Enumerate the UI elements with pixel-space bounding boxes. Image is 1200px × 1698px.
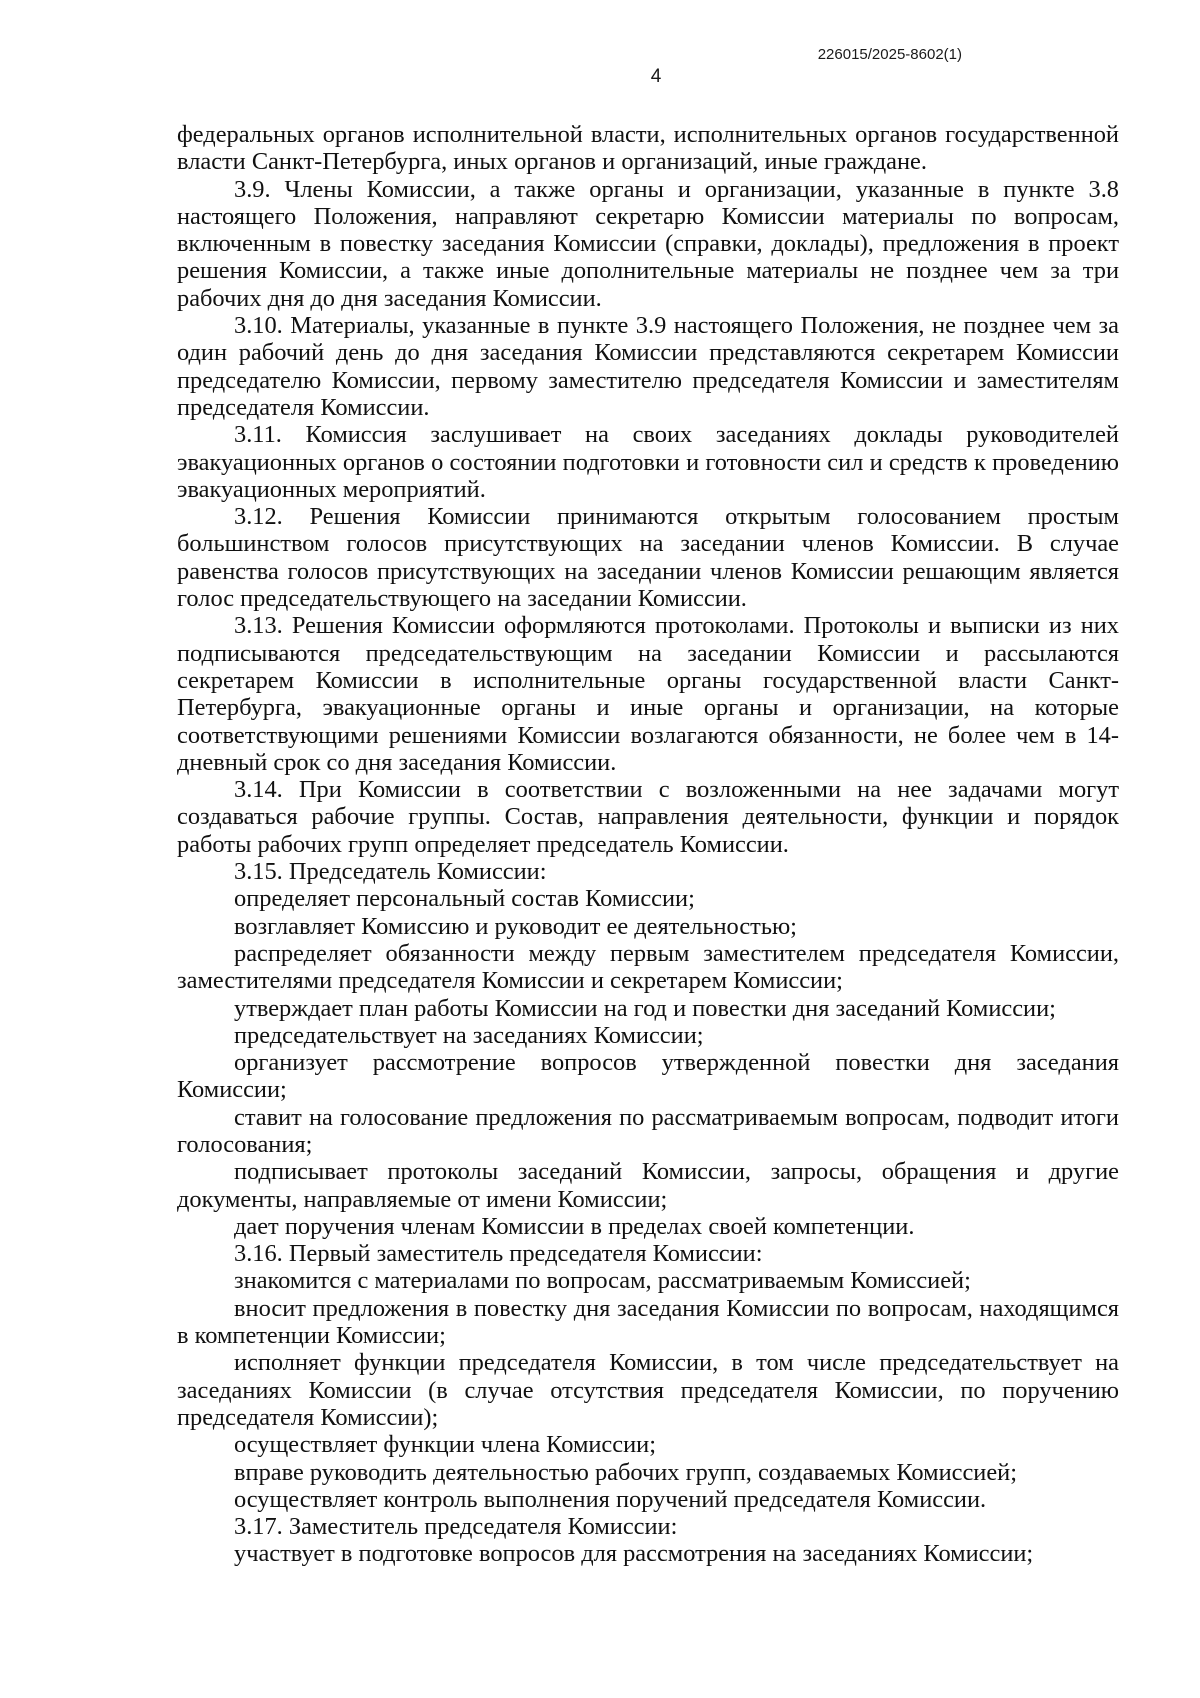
paragraph: знакомится с материалами по вопросам, рассматриваемым Комиссией; bbox=[234, 1267, 971, 1295]
paragraph: исполняет функции председателя Комиссии, в том числе председательствует на заседаниях Комиссии (в случае отсутствия председателя Комиссии, по поручению председателя Комиссии); bbox=[177, 1349, 1119, 1431]
paragraph: 3.13. Решения Комиссии оформляются протоколами. Протоколы и выписки из них подписываются председательствующим на заседании Комиссии и рассылаются секретарем Комиссии в исполнительные органы государственной власти Санкт-Петербурга, эвакуационные органы и иные органы и организации, на которые соответствующими решениями Комиссии возлагаются обязанности, не более чем в 14-дневный срок со дня заседания Комиссии. bbox=[177, 612, 1119, 776]
paragraph: вносит предложения в повестку дня заседания Комиссии по вопросам, находящимся в компетенции Комиссии; bbox=[177, 1294, 1119, 1350]
paragraph: дает поручения членам Комиссии в пределах своей компетенции. bbox=[234, 1212, 915, 1240]
paragraph: подписывает протоколы заседаний Комиссии, запросы, обращения и другие документы, направляемые от имени Комиссии; bbox=[177, 1158, 1119, 1213]
paragraph: осуществляет контроль выполнения поручений председателя Комиссии. bbox=[234, 1485, 987, 1513]
paragraph: распределяет обязанности между первым заместителем председателя Комиссии, заместителями председателя Комиссии и секретарем Комиссии; bbox=[177, 939, 1119, 995]
paragraph: ставит на голосование предложения по рассматриваемым вопросам, подводит итоги голосования; bbox=[177, 1103, 1119, 1158]
paragraph: 3.11. Комиссия заслушивает на своих заседаниях доклады руководителей эвакуационных органов о состоянии подготовки и готовности сил и средств к проведению эвакуационных мероприятий. bbox=[177, 421, 1119, 503]
paragraph: 3.17. Заместитель председателя Комиссии: bbox=[234, 1513, 678, 1541]
paragraph: 3.15. Председатель Комиссии: bbox=[234, 858, 547, 886]
paragraph: 3.16. Первый заместитель председателя Комиссии: bbox=[234, 1240, 763, 1268]
page-number: 4 bbox=[650, 66, 662, 87]
paragraph: организует рассмотрение вопросов утвержденной повестки дня заседания Комиссии; bbox=[177, 1049, 1119, 1104]
paragraph: участвует в подготовке вопросов для рассмотрения на заседаниях Комиссии; bbox=[234, 1540, 1034, 1568]
paragraph: председательствует на заседаниях Комиссии; bbox=[234, 1021, 704, 1049]
document-body bbox=[177, 121, 1119, 1568]
paragraph: вправе руководить деятельностью рабочих групп, создаваемых Комиссией; bbox=[234, 1458, 1017, 1486]
paragraph: определяет персональный состав Комиссии; bbox=[234, 885, 695, 913]
paragraph: 3.12. Решения Комиссии принимаются открытым голосованием простым большинством голосов присутствующих на заседании членов Комиссии. В случае равенства голосов присутствующих на заседании членов Комиссии решающим является голос председательствующего на заседании Комиссии. bbox=[177, 503, 1119, 613]
paragraph: осуществляет функции члена Комиссии; bbox=[234, 1431, 656, 1459]
paragraph: федеральных органов исполнительной власти, исполнительных органов государственной власти Санкт-Петербурга, иных органов и организаций, иные граждане. bbox=[177, 121, 1119, 176]
paragraph: 3.14. При Комиссии в соответствии с возложенными на нее задачами могут создаваться рабочие группы. Состав, направления деятельности, функции и порядок работы рабочих групп определяет председатель Комиссии. bbox=[177, 776, 1119, 858]
paragraph: 3.9. Члены Комиссии, а также органы и организации, указанные в пункте 3.8 настоящего Положения, направляют секретарю Комиссии материалы по вопросам, включенным в повестку заседания Комиссии (справки, доклады), предложения в проект решения Комиссии, а также иные дополнительные материалы не позднее чем за три рабочих дня до дня заседания Комиссии. bbox=[177, 175, 1119, 312]
paragraph: 3.10. Материалы, указанные в пункте 3.9 настоящего Положения, не позднее чем за один рабочий день до дня заседания Комиссии представляются секретарем Комиссии председателю Комиссии, первому заместителю председателя Комиссии и заместителям председателя Комиссии. bbox=[177, 312, 1119, 421]
paragraph: возглавляет Комиссию и руководит ее деятельностью; bbox=[234, 912, 797, 940]
document-registration-number: 226015/2025-8602(1) bbox=[817, 46, 962, 63]
paragraph: утверждает план работы Комиссии на год и повестки дня заседаний Комиссии; bbox=[234, 994, 1056, 1022]
